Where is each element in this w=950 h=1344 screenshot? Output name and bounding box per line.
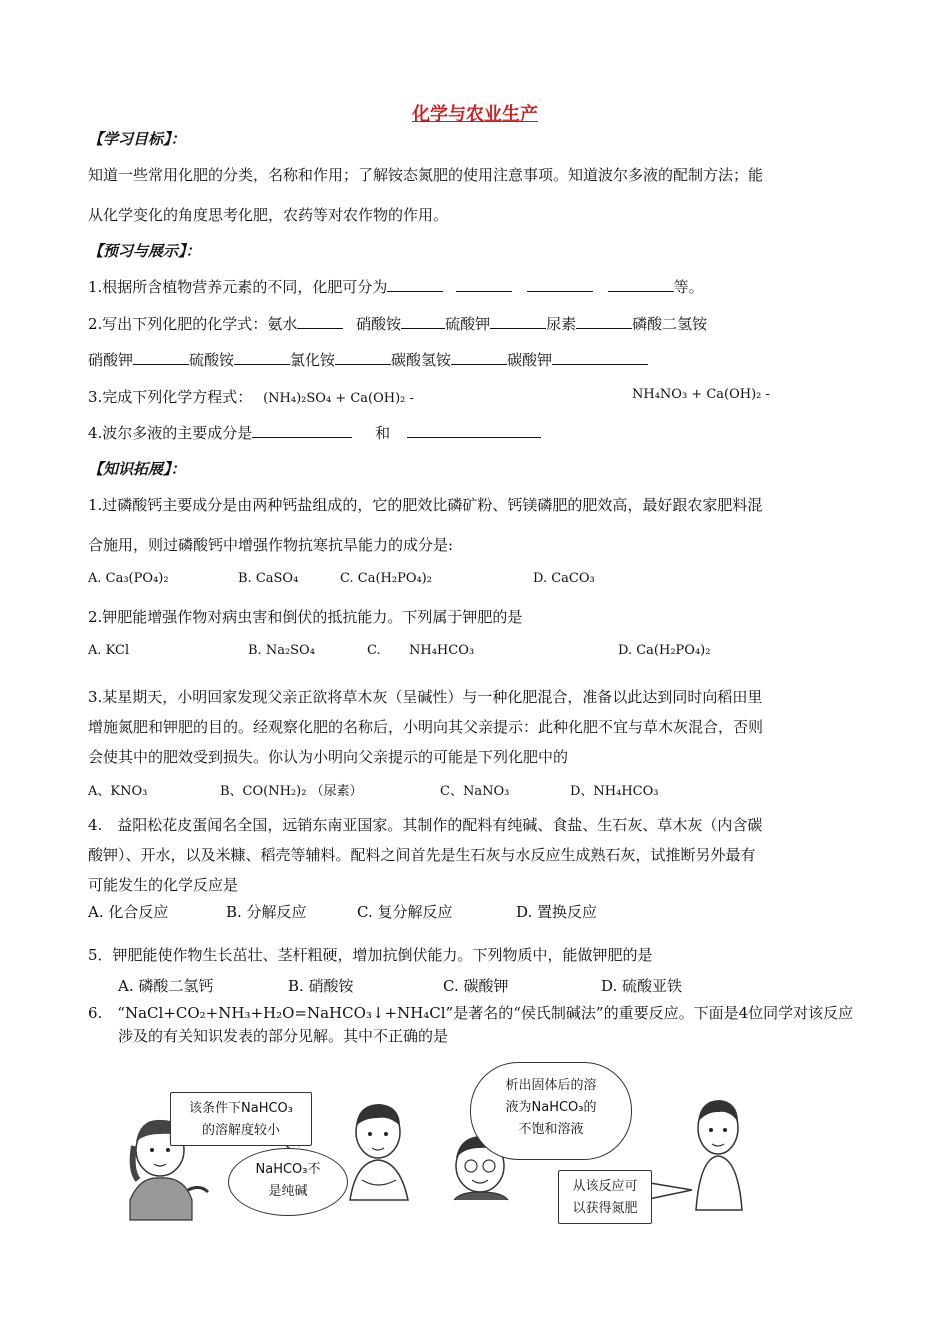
preview-q4: 4.波尔多液的主要成分是 和: [88, 422, 541, 443]
extension-heading: 【知识拓展】：: [88, 460, 186, 478]
preview-q3-eq2: NH₄NO₃ + Ca(OH)₂ -: [632, 387, 770, 402]
preview-heading: 【预习与展示】：: [88, 242, 201, 260]
preview-q2-line1: 2.写出下列化肥的化学式：氨水 硝酸铵 硫酸钾 尿素 磷酸二氢铵: [88, 315, 708, 333]
speech-bubble-3: 析出固体后的溶 液为NaHCO₃的 不饱和溶液: [470, 1062, 632, 1160]
ext-q1-option-c: C. Ca(H₂PO₄)₂: [340, 571, 432, 586]
ext-q2-option-b: B. Na₂SO₄: [248, 643, 315, 658]
ext-q6-stem-2: 涉及的有关知识发表的部分见解。其中不正确的是: [118, 1027, 449, 1045]
ext-q4-stem-1: 4. 益阳松花皮蛋闻名全国，远销东南亚国家。其制作的配料有纯碱、食盐、生石灰、草木灰（内含碳: [88, 816, 763, 834]
ext-q3-option-d: D、NH₄HCO₃: [570, 784, 659, 799]
ext-q4-option-d: D. 置换反应: [516, 903, 598, 921]
ext-q4-option-b: B. 分解反应: [226, 903, 307, 921]
student-boy-1-figure: [350, 1104, 408, 1200]
ext-q1-option-a: A. Ca₃(PO₄)₂: [88, 571, 169, 586]
preview-q1: 1.根据所含植物营养元素的不同，化肥可分为 等。: [88, 278, 704, 296]
speech-bubble-2: NaHCO₃不 是纯碱: [228, 1148, 348, 1216]
objectives-text-1: 知道一些常用化肥的分类，名称和作用；了解铵态氮肥的使用注意事项。知道波尔多液的配制方法；能: [88, 166, 764, 184]
ext-q5-option-d: D. 硫酸亚铁: [601, 977, 683, 995]
ext-q4-stem-2: 酸钾）、开水，以及米糠、稻壳等辅料。配料之间首先是生石灰与水反应生成熟石灰，试推断另外最有: [88, 846, 756, 864]
speech-bubble-4: 从该反应可 以获得氮肥: [558, 1170, 652, 1224]
objectives-heading: 【学习目标】：: [88, 130, 186, 148]
ext-q2-stem: 2.钾肥能增强作物对病虫害和倒伏的抵抗能力。下列属于钾肥的是: [88, 608, 523, 626]
ext-q2-option-d: D. Ca(H₂PO₄)₂: [618, 643, 711, 658]
ext-q5-option-b: B. 硝酸铵: [288, 977, 354, 995]
ext-q1-stem-1: 1.过磷酸钙主要成分是由两种钙盐组成的，它的肥效比磷矿粉、钙镁磷肥的肥效高，最好跟农家肥料混: [88, 496, 763, 514]
ext-q3-stem-2: 增施氮肥和钾肥的目的。经观察化肥的名称后，小明向其父亲提示：此种化肥不宜与草木灰混合，否则: [88, 718, 764, 736]
ext-q3-option-c: C、NaNO₃: [440, 784, 510, 799]
ext-q4-stem-3: 可能发生的化学反应是: [88, 876, 239, 894]
ext-q6-stem-1: 6. “NaCl+CO₂+NH₃+H₂O=NaHCO₃↓+NH₄Cl”是著名的“侯氏制碱法”的重要反应。下面是4位同学对该反应: [88, 1004, 854, 1022]
ext-q3-option-b: B、CO(NH₂)₂ （尿素）: [220, 784, 363, 799]
ext-q3-stem-1: 3.某星期天，小明回家发现父亲正欲将草木灰（呈碱性）与一种化肥混合，准备以此达到同时向稻田里: [88, 688, 763, 706]
page-title: 化学与农业生产: [412, 104, 538, 125]
ext-q3-option-a: A、KNO₃: [88, 784, 148, 799]
speech-bubble-1: 该条件下NaHCO₃ 的溶解度较小: [170, 1092, 312, 1146]
ext-q5-option-a: A. 磷酸二氢钙: [118, 977, 214, 995]
ext-q2-option-c-value: NH₄HCO₃: [409, 643, 475, 658]
ext-q1-stem-2: 合施用，则过磷酸钙中增强作物抗寒抗旱能力的成分是:: [88, 536, 454, 554]
ext-q1-option-b: B. CaSO₄: [238, 571, 299, 586]
ext-q5-stem: 5．钾肥能使作物生长茁壮、茎杆粗硬，增加抗倒伏能力。下列物质中，能做钾肥的是: [88, 946, 653, 964]
student-boy-2-figure: [696, 1100, 742, 1210]
ext-q4-option-c: C. 复分解反应: [357, 903, 453, 921]
preview-q2-line2: 硝酸钾 硫酸铵 氯化铵 碳酸氢铵 碳酸钾: [88, 349, 648, 370]
ext-q2-option-c: C.: [367, 643, 381, 658]
ext-q4-option-a: A. 化合反应: [88, 903, 169, 921]
preview-q3: 3.完成下列化学方程式： (NH₄)₂SO₄ + Ca(OH)₂ -: [88, 388, 414, 406]
ext-q3-stem-3: 会使其中的肥效受到损失。你认为小明向父亲提示的可能是下列化肥中的: [88, 748, 569, 766]
ext-q5-option-c: C. 碳酸钾: [443, 977, 509, 995]
ext-q2-option-a: A. KCl: [88, 643, 130, 658]
ext-q1-option-d: D. CaCO₃: [533, 571, 595, 586]
objectives-text-2: 从化学变化的角度思考化肥，农药等对农作物的作用。: [88, 206, 449, 224]
